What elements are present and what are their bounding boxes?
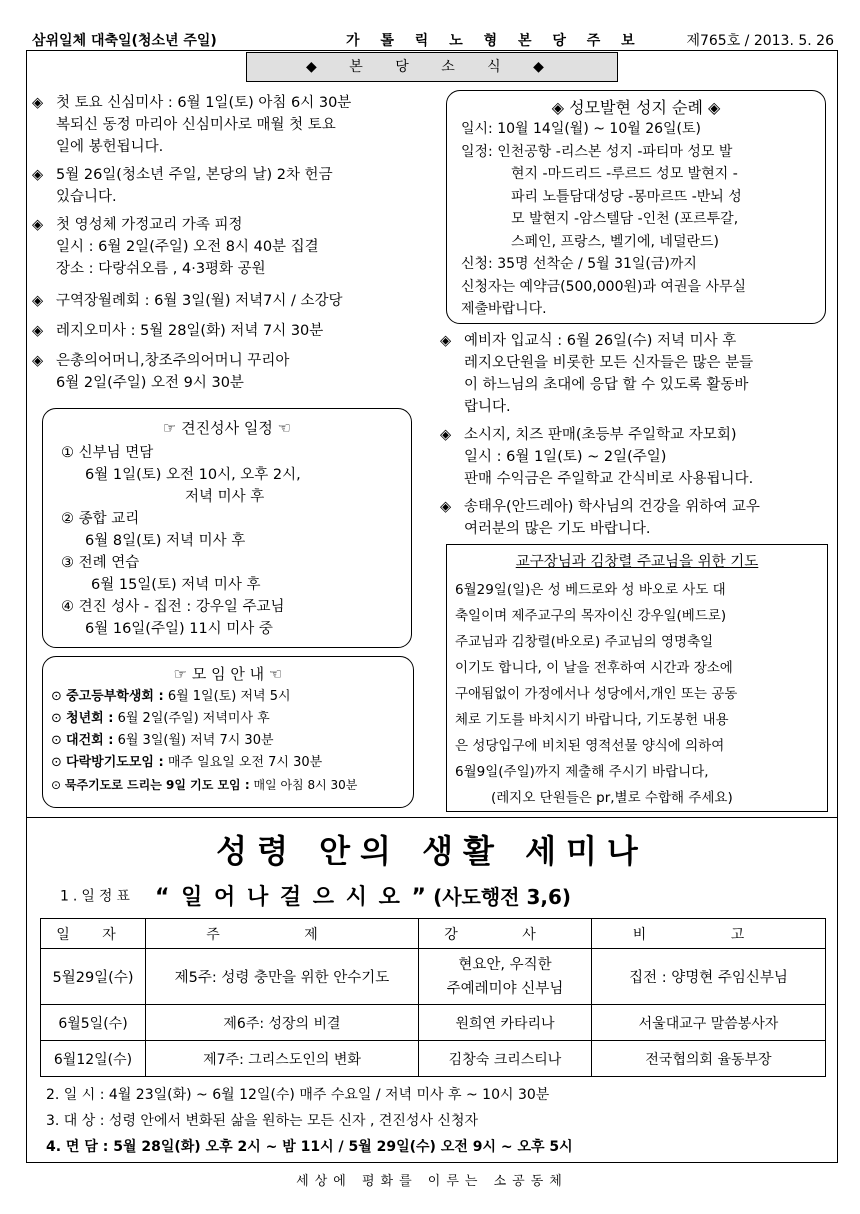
meeting-item [51,752,413,774]
row-topic: 제6주: 성장의 비결 [146,1005,419,1041]
diamond-icon: ◈ [440,427,452,443]
table-row [41,1041,826,1077]
news-item [32,164,432,210]
meeting-name: 청년회 : [66,711,114,726]
pilgrimage-line: 현지 -마드리드 -루르드 성모 발현지 - [511,166,738,182]
meeting-item [51,708,413,730]
prayer-line: 구애됨없이 가정에서나 성당에서,개인 또는 공동 [455,686,738,702]
confirmation-line: ④ 견진 성사 - 집전 : 강우일 주교님 [61,599,285,615]
row-speaker [419,949,592,1005]
column-header: 비 고 [592,919,826,949]
confirmation-line: ③ 전례 연습 [61,555,140,571]
diamond-icon: ◈ [32,95,44,111]
news-item [440,330,835,420]
prayer-lines [455,577,827,811]
meeting-detail: 6월 2일(주일) 저녁미사 후 [117,711,270,726]
confirmation-line: 6월 8일(토) 저녁 미사 후 [85,533,246,549]
prayer-line: (레지오 단원들은 pr,별로 수합해 주세요) [491,790,733,806]
news-line: 랍니다. [464,399,511,415]
prayer-line: 체로 기도를 바치시기 바랍니다, 기도봉헌 내용 [455,712,729,728]
liturgical-day: 삼위일체 대축일(청소년 주일) [32,33,217,49]
confirmation-lines [61,442,411,640]
row-speaker: 김창숙 크리스티나 [419,1041,592,1077]
row-speaker: 원희연 카타리나 [419,1005,592,1041]
table-row [41,949,826,1005]
news-line: 장소 : 다랑쉬오름 , 4·3평화 공원 [56,261,266,277]
bullet-icon: ⊙ [51,689,62,704]
meeting-name: 중고등부학생회 : [66,689,164,704]
meeting-detail: 6월 3일(월) 저녁 7시 30분 [117,733,274,748]
seminar-schedule-table [40,918,826,1077]
schedule-heading [60,880,820,914]
news-item [32,290,432,312]
prayer-line: 6월29일(일)은 성 베드로와 성 바오로 사도 대 [455,582,726,598]
meeting-name: 다락방기도모임 : [66,755,164,770]
left-news-column [32,92,432,396]
news-line: 소시지, 치즈 판매(초등부 주일학교 자모회) [464,427,737,443]
info-line: 4. 면 담 : 5월 28일(화) 오후 2시 ~ 밤 11시 / 5월 29일(수) 오전 9시 ~ 오후 5시 [46,1139,573,1155]
diamond-icon: ◈ [32,353,44,369]
news-item [32,214,432,282]
news-item [440,496,835,542]
pilgrimage-line: 제출바랍니다. [461,301,547,317]
bullet-icon: ⊙ [51,778,62,792]
pilgrimage-lines [461,118,825,321]
confirmation-line: 6월 16일(주일) 11시 미사 중 [85,621,273,637]
news-line: 일시 : 6월 1일(토) ~ 2일(주일) [464,449,667,465]
seminar-info [46,1082,826,1160]
info-line: 2. 일 시 : 4월 23일(화) ~ 6월 12일(수) 매주 수요일 / 저녁 미사 후 ~ 10시 30분 [46,1087,550,1103]
diamond-icon: ◈ [32,293,44,309]
row-date: 5월29일(수) [41,949,146,1005]
meetings-box [42,656,414,808]
prayer-box [446,544,828,812]
row-note: 서울대교구 말씀봉사자 [592,1005,826,1041]
confirmation-line: 6월 1일(토) 오전 10시, 오후 2시, [85,467,301,483]
news-line: 여러분의 많은 기도 바랍니다. [464,521,651,537]
confirmation-line: 6월 15일(토) 저녁 미사 후 [91,577,261,593]
news-line: 6월 2일(주일) 오전 9시 30분 [56,375,244,391]
news-item [32,92,432,160]
news-item [32,320,432,342]
row-topic: 제5주: 성령 충만을 위한 안수기도 [146,949,419,1005]
news-line: 구역장월례회 : 6월 3일(월) 저녁7시 / 소강당 [56,293,343,309]
prayer-line: 6월9일(주일)까지 제출해 주시기 바랍니다, [455,764,709,780]
news-line: 일에 봉헌됩니다. [56,139,164,155]
news-line: 5월 26일(청소년 주일, 본당의 날) 2차 헌금 [56,167,333,183]
bullet-icon: ⊙ [51,733,62,748]
confirmation-schedule-box [42,408,412,648]
bulletin-title: 가 톨 릭 노 형 본 당 주 보 [346,33,643,49]
diamond-icon: ◈ [440,499,452,515]
issue-info: 제765호 / 2013. 5. 26 [686,33,834,49]
info-line: 3. 대 상 : 성령 안에서 변화된 삶을 원하는 모든 신자 , 견진성사 신청자 [46,1113,478,1129]
section-divider [26,817,838,818]
row-note: 집전 : 양명현 주임신부님 [592,949,826,1005]
motto-reference: (사도행전 3,6) [433,885,572,909]
news-line: 은총의어머니,창조주의어머니 꾸리아 [56,353,290,369]
pilgrimage-line: 모 발현지 -암스텔담 -인천 (포르투갈, [511,211,739,227]
prayer-title-wrap [447,550,827,571]
diamond-icon: ◈ [32,217,44,233]
news-item [440,424,835,492]
diamond-icon: ◈ [32,167,44,183]
meeting-name: 묵주기도로 드리는 9일 기도 모임 : [64,778,250,792]
speaker-text: 현요안, 우직한 주예레미야 신부님 [446,956,564,997]
news-line: 이 하느님의 초대에 응답 할 수 있도록 활동바 [464,377,749,393]
confirmation-title: ☞ 견진성사 일정 ☜ [162,419,292,437]
table-header-row [41,919,826,949]
meeting-item [51,686,413,708]
meeting-detail: 6월 1일(토) 저녁 5시 [167,689,291,704]
prayer-line: 은 성당입구에 비치된 영적선물 양식에 의하여 [455,738,725,754]
confirmation-line: 저녁 미사 후 [185,489,265,505]
meeting-detail: 매일 아침 8시 30분 [253,778,358,792]
pilgrimage-line: 일정: 인천공항 -리스본 성지 -파티마 성모 발 [461,143,733,160]
prayer-line: 주교님과 김창렬(바오로) 주교님의 영명축일 [455,634,714,650]
news-line: 첫 토요 신심미사 : 6월 1일(토) 아침 6시 30분 [56,95,352,111]
prayer-line: 이기도 합니다, 이 날을 전후하여 시간과 장소에 [455,660,733,676]
column-header: 강 사 [419,919,592,949]
pilgrimage-title: ◈ 성모발현 성지 순례 ◈ [551,98,721,117]
motto: “ 일 어 나 걸 으 시 오 ” [155,885,428,910]
news-line: 있습니다. [56,189,117,205]
parish-news-banner: ◆ 본 당 소 식 ◆ [246,52,618,82]
prayer-title: 교구장님과 김창렬 주교님을 위한 기도 [515,554,759,570]
row-date: 6월5일(수) [41,1005,146,1041]
confirmation-line: ② 종합 교리 [61,511,140,527]
diamond-icon: ◈ [440,333,452,349]
news-line: 레지오미사 : 5월 28일(화) 저녁 7시 30분 [56,323,324,339]
pilgrimage-line: 일시: 10월 14일(월) ~ 10월 26일(토) [461,121,701,137]
prayer-line: 축일이며 제주교구의 목자이신 강우일(베드로) [455,608,727,624]
news-line: 예비자 입교식 : 6월 26일(수) 저녁 미사 후 [464,333,737,349]
meetings-list [51,686,413,796]
diamond-icon: ◈ [32,323,44,339]
news-line: 복되신 동정 마리아 신심미사로 매월 첫 토요 [56,117,336,133]
news-line: 레지오단원을 비롯한 모든 신자들은 많은 분들 [464,355,754,371]
row-topic: 제7주: 그리스도인의 변화 [146,1041,419,1077]
news-line: 일시 : 6월 2일(주일) 오전 8시 40분 집결 [56,239,319,255]
news-line: 송태우(안드레아) 학사님의 건강을 위하여 교우 [464,499,760,515]
seminar-title: 성령 안의 생활 세미나 [216,832,648,870]
meeting-name: 대건회 : [66,733,114,748]
meeting-item [51,774,413,796]
footer-motto: 세상에 평화를 이루는 소공동체 [296,1174,568,1189]
row-note: 전국협의회 율동부장 [592,1041,826,1077]
meeting-item [51,730,413,752]
pilgrimage-box [446,90,826,324]
pilgrimage-line: 신청: 35명 선착순 / 5월 31일(금)까지 [461,256,697,272]
confirmation-line: ① 신부님 면담 [61,445,154,461]
pilgrimage-line: 파리 노틀담대성당 -몽마르뜨 -반뇌 성 [511,188,742,205]
pilgrimage-line: 스페인, 프랑스, 벨기에, 네덜란드) [511,233,719,250]
bulletin-header [26,28,838,50]
schedule-label: 1.일정표 [60,888,134,905]
column-header: 일 자 [41,919,146,949]
meetings-title: ☞ 모 임 안 내 ☜ [173,665,283,683]
pilgrimage-line: 신청자는 예약금(500,000원)과 여권을 사무실 [461,278,747,295]
bullet-icon: ⊙ [51,755,62,770]
column-header: 주 제 [146,919,419,949]
table-row [41,1005,826,1041]
news-line: 첫 영성체 가정교리 가족 피정 [56,217,243,233]
news-item [32,350,432,396]
row-date: 6월12일(수) [41,1041,146,1077]
meeting-detail: 매주 일요일 오전 7시 30분 [167,755,323,770]
news-line: 판매 수익금은 주일학교 간식비로 사용됩니다. [464,471,754,487]
bullet-icon: ⊙ [51,711,62,726]
right-news-column [440,330,835,542]
